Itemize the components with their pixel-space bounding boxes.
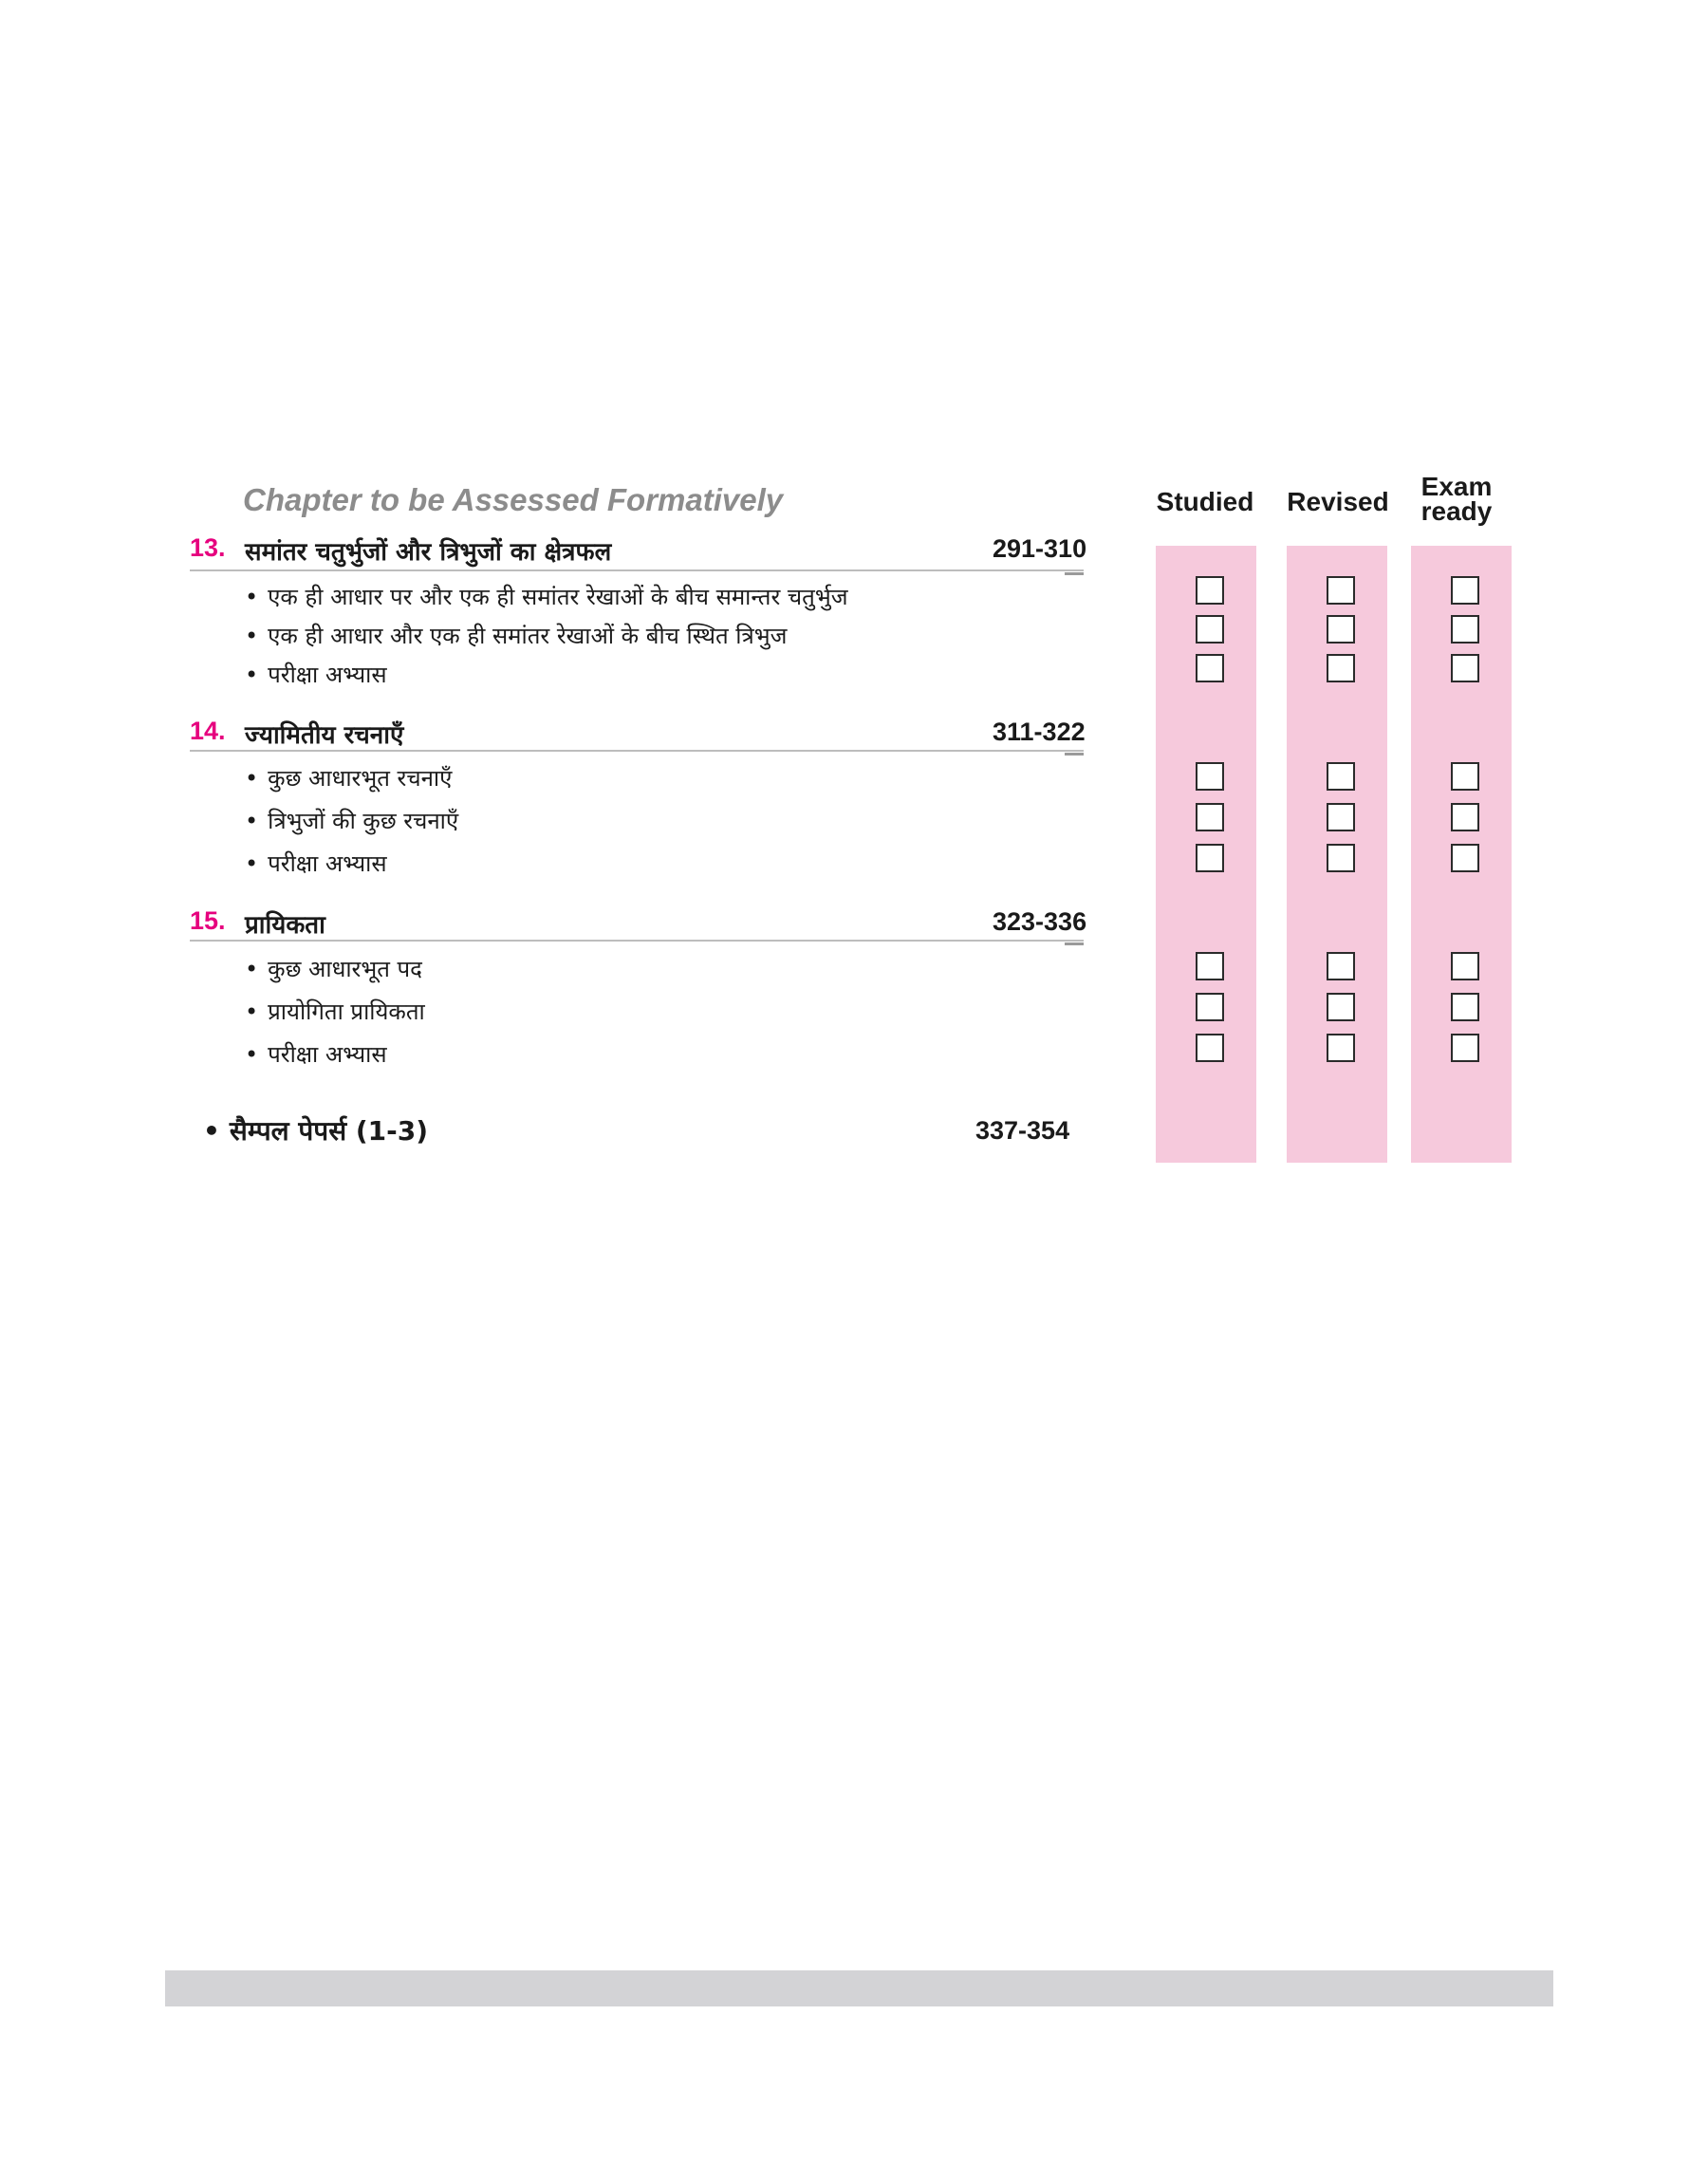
checkbox-exam-ready[interactable] bbox=[1451, 1034, 1479, 1062]
chapter-13-topic-2 bbox=[245, 620, 787, 651]
column-header-exam-line1: Exam bbox=[1420, 472, 1493, 501]
checkbox-studied[interactable] bbox=[1196, 615, 1224, 644]
column-header-exam-ready bbox=[1409, 472, 1504, 526]
chapter-14-topic-2 bbox=[245, 805, 458, 836]
chapter-14-title: ज्यामितीय रचनाएँ bbox=[245, 721, 404, 750]
chapter-13-number: 13. bbox=[190, 533, 226, 562]
topic-label: कुछ आधारभूत रचनाएँ bbox=[268, 765, 453, 792]
checkbox-exam-ready[interactable] bbox=[1451, 576, 1479, 605]
chapter-13-divider bbox=[190, 569, 1084, 571]
footer-bar bbox=[165, 1970, 1553, 2006]
bullet-icon: • bbox=[245, 850, 259, 877]
bullet-icon: • bbox=[245, 808, 259, 834]
chapter-13-pages: 291-310 bbox=[993, 534, 1087, 563]
chapter-15-tick bbox=[1065, 942, 1084, 945]
column-header-studied: Studied bbox=[1156, 487, 1254, 516]
checkbox-studied[interactable] bbox=[1196, 803, 1224, 831]
chapter-15-pages: 323-336 bbox=[993, 907, 1087, 936]
topic-label: एक ही आधार पर और एक ही समांतर रेखाओं के बीच समान्तर चतुर्भुज bbox=[268, 584, 848, 610]
checkbox-exam-ready[interactable] bbox=[1451, 762, 1479, 791]
checkbox-studied[interactable] bbox=[1196, 1034, 1224, 1062]
chapter-13-tick bbox=[1065, 572, 1084, 575]
sample-papers-label bbox=[203, 1112, 428, 1148]
checkbox-revised[interactable] bbox=[1327, 993, 1355, 1021]
chapter-13-topic-1 bbox=[245, 581, 848, 612]
chapter-14-topic-3 bbox=[245, 848, 387, 879]
chapter-15-topic-2 bbox=[245, 996, 425, 1027]
chapter-14-divider bbox=[190, 750, 1084, 752]
topic-label: प्रायोगिता प्रायिकता bbox=[268, 998, 425, 1025]
checkbox-revised[interactable] bbox=[1327, 1034, 1355, 1062]
checkbox-revised[interactable] bbox=[1327, 762, 1355, 791]
checkbox-studied[interactable] bbox=[1196, 762, 1224, 791]
topic-label: एक ही आधार और एक ही समांतर रेखाओं के बीच स्थित त्रिभुज bbox=[268, 623, 788, 649]
chapter-15-divider bbox=[190, 940, 1084, 942]
checkbox-exam-ready[interactable] bbox=[1451, 803, 1479, 831]
bullet-icon: • bbox=[245, 662, 259, 688]
checkbox-exam-ready[interactable] bbox=[1451, 654, 1479, 682]
checkbox-revised[interactable] bbox=[1327, 952, 1355, 980]
bullet-icon: • bbox=[203, 1115, 220, 1147]
bullet-icon: • bbox=[245, 623, 259, 649]
checkbox-revised[interactable] bbox=[1327, 803, 1355, 831]
checkbox-studied[interactable] bbox=[1196, 576, 1224, 605]
checkbox-exam-ready[interactable] bbox=[1451, 952, 1479, 980]
chapter-14-pages: 311-322 bbox=[993, 718, 1086, 746]
topic-label: परीक्षा अभ्यास bbox=[268, 850, 387, 877]
column-header-exam-line2: ready bbox=[1420, 496, 1493, 526]
checkbox-exam-ready[interactable] bbox=[1451, 844, 1479, 872]
chapter-13-topic-3 bbox=[245, 659, 387, 690]
chapter-15-topic-3 bbox=[245, 1038, 387, 1070]
chapter-15-title: प्रायिकता bbox=[245, 911, 325, 940]
section-heading: Chapter to be Assessed Formatively bbox=[243, 482, 784, 517]
checkbox-exam-ready[interactable] bbox=[1451, 615, 1479, 644]
topic-label: परीक्षा अभ्यास bbox=[268, 1041, 387, 1068]
chapter-15-topic-1 bbox=[245, 953, 422, 984]
checkbox-revised[interactable] bbox=[1327, 844, 1355, 872]
topic-label: त्रिभुजों की कुछ रचनाएँ bbox=[268, 808, 459, 834]
checkbox-studied[interactable] bbox=[1196, 654, 1224, 682]
bullet-icon: • bbox=[245, 765, 259, 792]
checkbox-revised[interactable] bbox=[1327, 654, 1355, 682]
chapter-14-topic-1 bbox=[245, 762, 452, 793]
checkbox-studied[interactable] bbox=[1196, 993, 1224, 1021]
chapter-15-number: 15. bbox=[190, 906, 226, 935]
checkbox-exam-ready[interactable] bbox=[1451, 993, 1479, 1021]
column-header-revised: Revised bbox=[1287, 487, 1389, 516]
chapter-13-title: समांतर चतुर्भुजों और त्रिभुजों का क्षेत्रफल bbox=[245, 538, 612, 567]
sample-papers-text: सैम्पल पेपर्स (1-3) bbox=[229, 1115, 429, 1147]
sample-papers-pages: 337-354 bbox=[975, 1116, 1070, 1145]
topic-label: कुछ आधारभूत पद bbox=[268, 956, 422, 982]
checkbox-revised[interactable] bbox=[1327, 576, 1355, 605]
checkbox-studied[interactable] bbox=[1196, 952, 1224, 980]
checkbox-studied[interactable] bbox=[1196, 844, 1224, 872]
bullet-icon: • bbox=[245, 956, 259, 982]
bullet-icon: • bbox=[245, 584, 259, 610]
chapter-14-number: 14. bbox=[190, 717, 226, 745]
bullet-icon: • bbox=[245, 1041, 259, 1068]
bullet-icon: • bbox=[245, 998, 259, 1025]
topic-label: परीक्षा अभ्यास bbox=[268, 662, 387, 688]
checkbox-revised[interactable] bbox=[1327, 615, 1355, 644]
chapter-14-tick bbox=[1065, 753, 1084, 756]
